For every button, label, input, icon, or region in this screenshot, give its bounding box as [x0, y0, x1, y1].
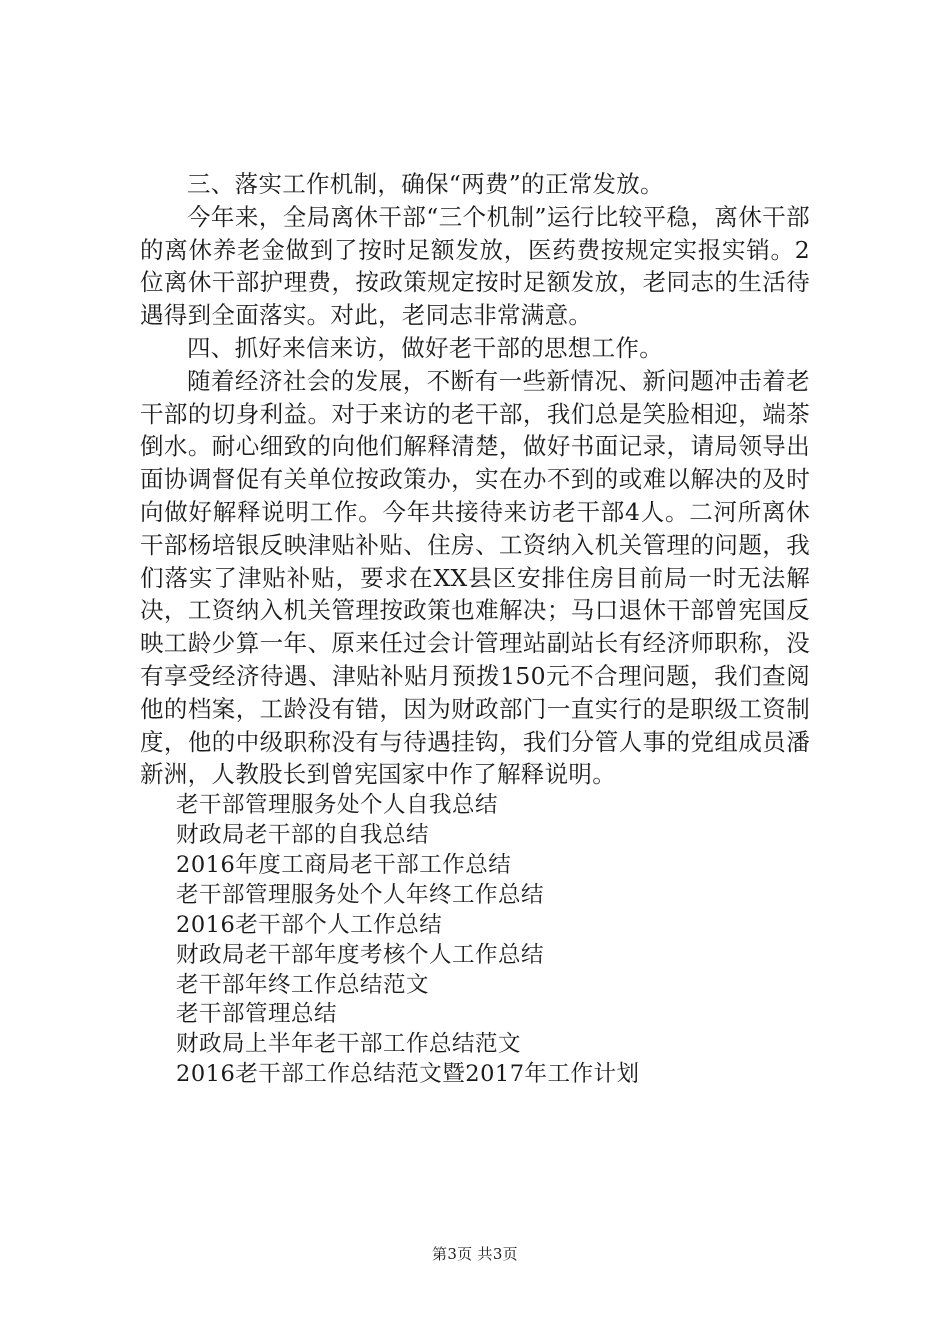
related-article-link[interactable]: 2016年度工商局老干部工作总结 [176, 851, 512, 878]
related-article-link[interactable]: 老干部管理总结 [176, 1001, 338, 1028]
body-paragraph: 今年来，全局离休干部“三个机制”运行比较平稳，离休干部的离休养老金做到了按时足额发放，医药费按规定实报实销。2位离休干部护理费，按政策规定按时足额发放，老同志的生活待遇得到全面落实。对此，老同志非常满意。 [140, 202, 810, 330]
related-articles-list [140, 791, 810, 1090]
page-number-footer: 第3页 共3页 [432, 1245, 518, 1263]
document-body [140, 168, 810, 1090]
related-article-link[interactable]: 财政局老干部年度考核个人工作总结 [176, 941, 545, 968]
section-heading-three: 三、落实工作机制，确保“两费”的正常发放。 [187, 170, 664, 198]
body-paragraph: 随着经济社会的发展，不断有一些新情况、新问题冲击着老干部的切身利益。对于来访的老干部，我们总是笑脸相迎，端茶倒水。耐心细致的向他们解释清楚，做好书面记录，请局领导出面协调督促有关单位按政策办，实在办不到的或难以解决的及时向做好解释说明工作。今年共接待来访老干部4人。二河所离休干部杨培银反映津贴补贴、住房、工资纳入机关管理的问题，我们落实了津贴补贴，要求在XX县区安排住房目前局一时无法解决，工资纳入机关管理按政策也难解决；马口退休干部曾宪国反映工龄少算一年、原来任过会计管理站副站长有经济师职称，没有享受经济待遇、津贴补贴月预拨150元不合理问题，我们查阅他的档案，工龄没有错，因为财政部门一直实行的是职级工资制度，他的中级职称没有与待遇挂钩，我们分管人事的党组成员潘新洲，人教股长到曾宪国家中作了解释说明。 [140, 366, 810, 789]
section-heading-four: 四、抓好来信来访，做好老干部的思想工作。 [187, 333, 663, 362]
related-article-link[interactable]: 老干部年终工作总结范文 [176, 971, 430, 998]
related-article-link[interactable]: 2016老干部个人工作总结 [176, 911, 443, 938]
related-article-link[interactable]: 2016老干部工作总结范文暨2017年工作计划 [176, 1061, 640, 1088]
related-article-link[interactable]: 财政局上半年老干部工作总结范文 [176, 1031, 522, 1058]
related-article-link[interactable]: 老干部管理服务处个人自我总结 [176, 792, 499, 819]
related-article-link[interactable]: 财政局老干部的自我总结 [176, 822, 430, 849]
related-article-link[interactable]: 老干部管理服务处个人年终工作总结 [176, 881, 545, 908]
